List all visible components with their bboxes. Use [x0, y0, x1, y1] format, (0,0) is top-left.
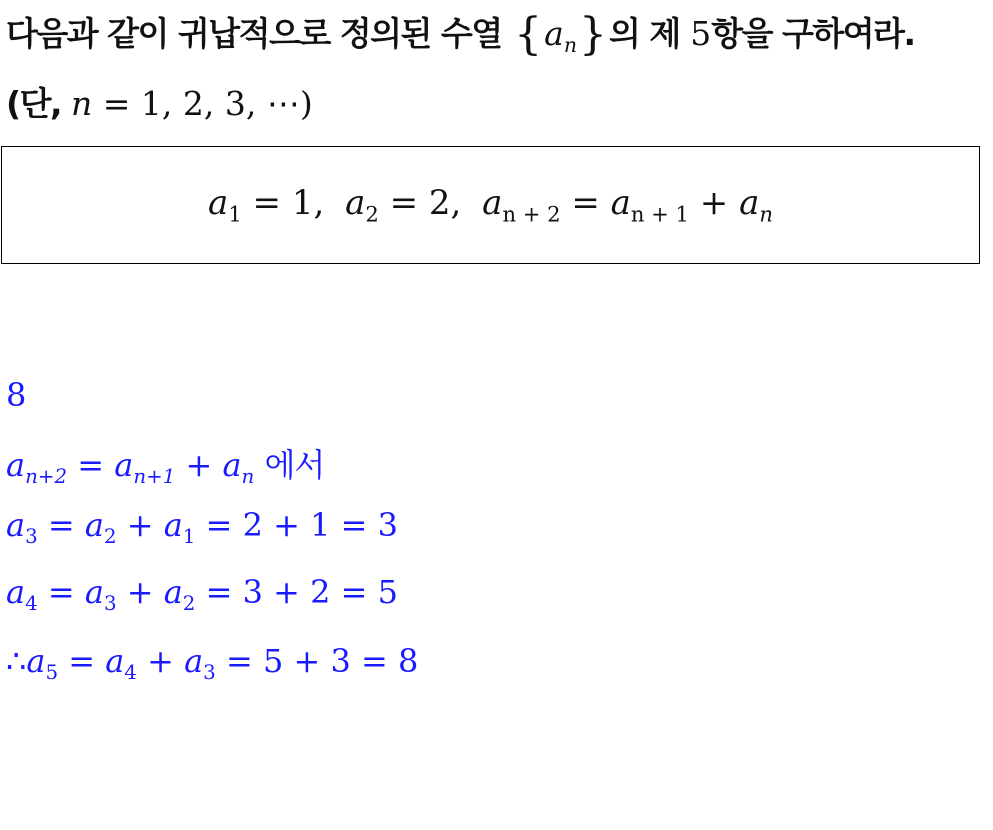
- equals-sign: =: [67, 446, 115, 484]
- condition-values: = 1, 2, 3, ⋯): [102, 84, 313, 123]
- subscript: 4: [124, 660, 137, 684]
- term-a1: a: [208, 183, 229, 223]
- subscript-2: 2: [365, 201, 379, 227]
- subscript-n: n: [759, 201, 773, 227]
- plus-sign: +: [136, 642, 185, 680]
- equals-sign: =: [37, 506, 85, 544]
- term: a: [6, 506, 26, 544]
- computation: = 5 + 3 = 8: [215, 642, 419, 680]
- condition-variable: n: [71, 84, 93, 123]
- question-prefix: 다음과 같이 귀납적으로 정의된 수열: [6, 14, 502, 53]
- question-line: [6, 8, 915, 60]
- term: a: [163, 506, 183, 544]
- korean-word: 에서: [264, 446, 325, 484]
- subscript: 3: [25, 524, 38, 548]
- value-a1: = 1,: [241, 183, 325, 223]
- equals-sign: =: [58, 642, 106, 680]
- sequence-subscript: n: [563, 33, 577, 58]
- term: a: [105, 642, 125, 680]
- term: a: [6, 573, 26, 611]
- computation: = 3 + 2 = 5: [195, 573, 398, 611]
- question-condition: [6, 78, 313, 125]
- close-brace: }: [578, 9, 607, 60]
- term: a: [84, 573, 104, 611]
- question-suffix: 항을 구하여라.: [711, 14, 915, 53]
- sequence-variable: a: [544, 14, 564, 53]
- term: a: [184, 642, 204, 680]
- subscript: 3: [203, 660, 216, 684]
- term-number: 5: [690, 14, 712, 53]
- plus-sign: +: [175, 446, 223, 484]
- equals-sign: =: [560, 183, 611, 223]
- open-brace: {: [514, 9, 543, 60]
- subscript-n-plus-1: n + 1: [630, 201, 689, 227]
- equals-sign: =: [37, 573, 85, 611]
- subscript: 1: [182, 524, 196, 548]
- term-an1: a: [610, 183, 631, 223]
- term: a: [84, 506, 104, 544]
- term-a2: a: [345, 183, 366, 223]
- subscript: 4: [25, 591, 38, 615]
- term: a: [114, 446, 134, 484]
- solution-line-2: [6, 506, 398, 548]
- question-middle: 의 제: [608, 14, 680, 53]
- term-an2: a: [482, 183, 503, 223]
- value-a2: = 2,: [378, 183, 462, 223]
- plus-sign: +: [116, 573, 164, 611]
- subscript: 2: [103, 524, 117, 548]
- subscript: 2: [182, 591, 196, 615]
- therefore-symbol: ∴: [6, 642, 27, 680]
- subscript: n: [241, 464, 255, 488]
- solution-line-3: [6, 573, 398, 615]
- plus-sign: +: [116, 506, 164, 544]
- answer: 8: [6, 376, 27, 414]
- term: a: [26, 642, 46, 680]
- plus-sign: +: [688, 183, 740, 223]
- recurrence-formula: [2, 183, 979, 227]
- term-an: a: [739, 183, 760, 223]
- computation: = 2 + 1 = 3: [195, 506, 398, 544]
- solution-line-4: [6, 642, 419, 684]
- formula-box: [1, 146, 980, 264]
- subscript: 3: [103, 591, 117, 615]
- subscript: 5: [45, 660, 59, 684]
- subscript-1: 1: [228, 201, 242, 227]
- answer-value: [6, 376, 26, 414]
- condition-open: (단,: [6, 84, 61, 123]
- subscript: n+2: [25, 464, 68, 488]
- term: a: [163, 573, 183, 611]
- term: a: [6, 446, 26, 484]
- term: a: [222, 446, 242, 484]
- solution-line-1: [6, 440, 324, 486]
- subscript-n-plus-2: n + 2: [502, 201, 561, 227]
- subscript: n+1: [133, 464, 176, 488]
